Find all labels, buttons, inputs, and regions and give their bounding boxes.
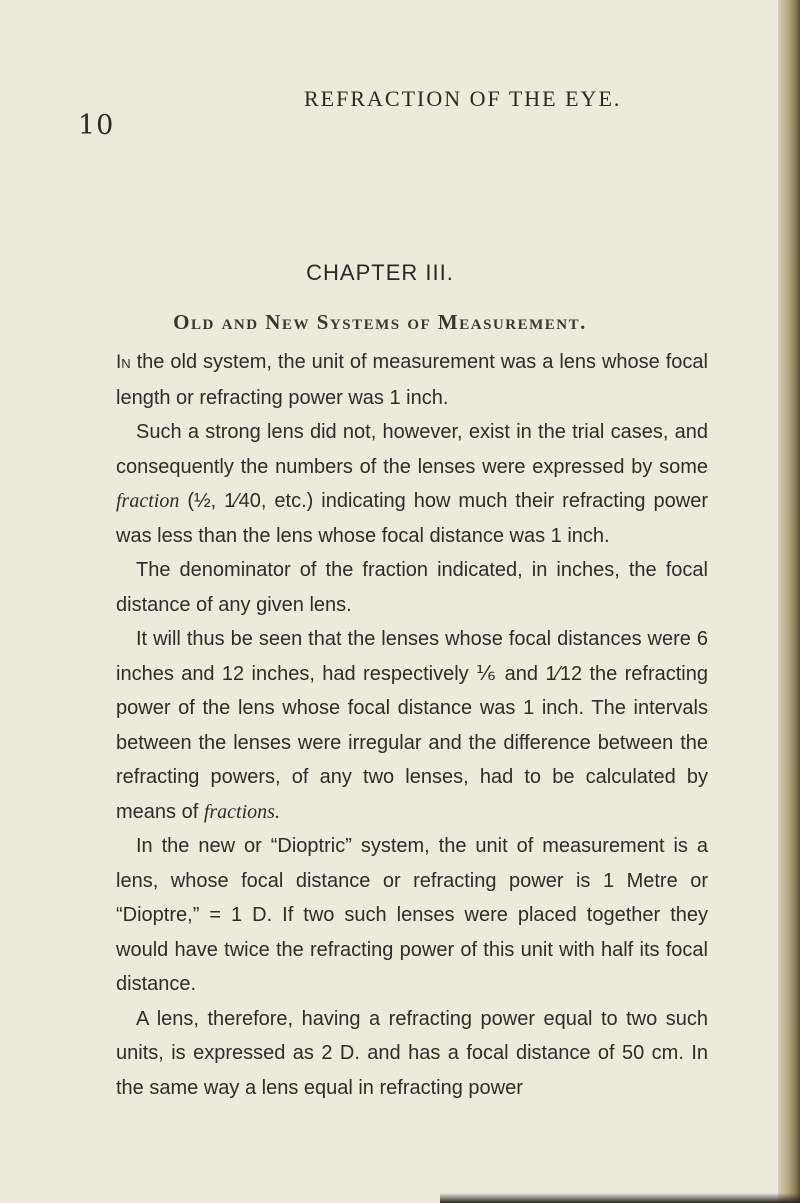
page-number: 10	[78, 110, 115, 141]
bottom-shadow	[440, 1193, 800, 1203]
running-head	[40, 80, 780, 141]
paragraph-text: It will thus be seen that the lenses whose focal distances were 6 inches and 12 inches, had respectively ⅙ and 1⁄12 the refracting power of the lens whose focal distance was 1 inch. The intervals between the lenses were irregular and the difference between the refracting powers, of any two lenses, had to be calculated by means of	[116, 628, 708, 823]
chapter-title: CHAPTER III.	[306, 260, 454, 285]
paragraph-1	[116, 345, 708, 415]
paragraph-text: (½, 1⁄40, etc.) indicating how much their refracting power was less than the lens whose focal distance was 1 inch.	[116, 490, 708, 547]
page-edge	[778, 0, 800, 1203]
paragraph-text: In the new or “Dioptric” system, the unit of measurement is a lens, whose focal distance or refracting power is 1 Metre or “Dioptre,” = 1 D. If two such lenses were placed together they would have twice the refracting power of this unit with half its focal distance.	[116, 835, 708, 995]
paragraph-lead: In	[116, 352, 131, 373]
italic-term: fractions.	[203, 800, 280, 823]
running-title: REFRACTION OF THE EYE.	[304, 86, 622, 111]
paragraph-text: the old system, the unit of measurement was a lens whose focal length or refracting power was 1 inch.	[116, 351, 708, 409]
paragraph-3	[116, 553, 708, 622]
paragraph-text: Such a strong lens did not, however, exist in the trial cases, and consequently the numbers of the lenses were expressed by some	[116, 421, 708, 478]
paragraph-text: A lens, therefore, having a refracting power equal to two such units, is expressed as 2 D. and has a focal distance of 50 cm. In the same way a lens equal in refracting power	[116, 1007, 708, 1099]
paragraph-text: The denominator of the fraction indicated, in inches, the focal distance of any given lens.	[116, 559, 708, 616]
paragraph-2	[116, 415, 708, 553]
section-title: Old and New Systems of Measurement.	[173, 310, 587, 334]
body-text	[116, 345, 708, 1105]
paragraph-6	[116, 1002, 708, 1106]
paragraph-5	[116, 829, 708, 1002]
paragraph-4	[116, 622, 708, 829]
italic-term: fraction	[116, 490, 180, 512]
